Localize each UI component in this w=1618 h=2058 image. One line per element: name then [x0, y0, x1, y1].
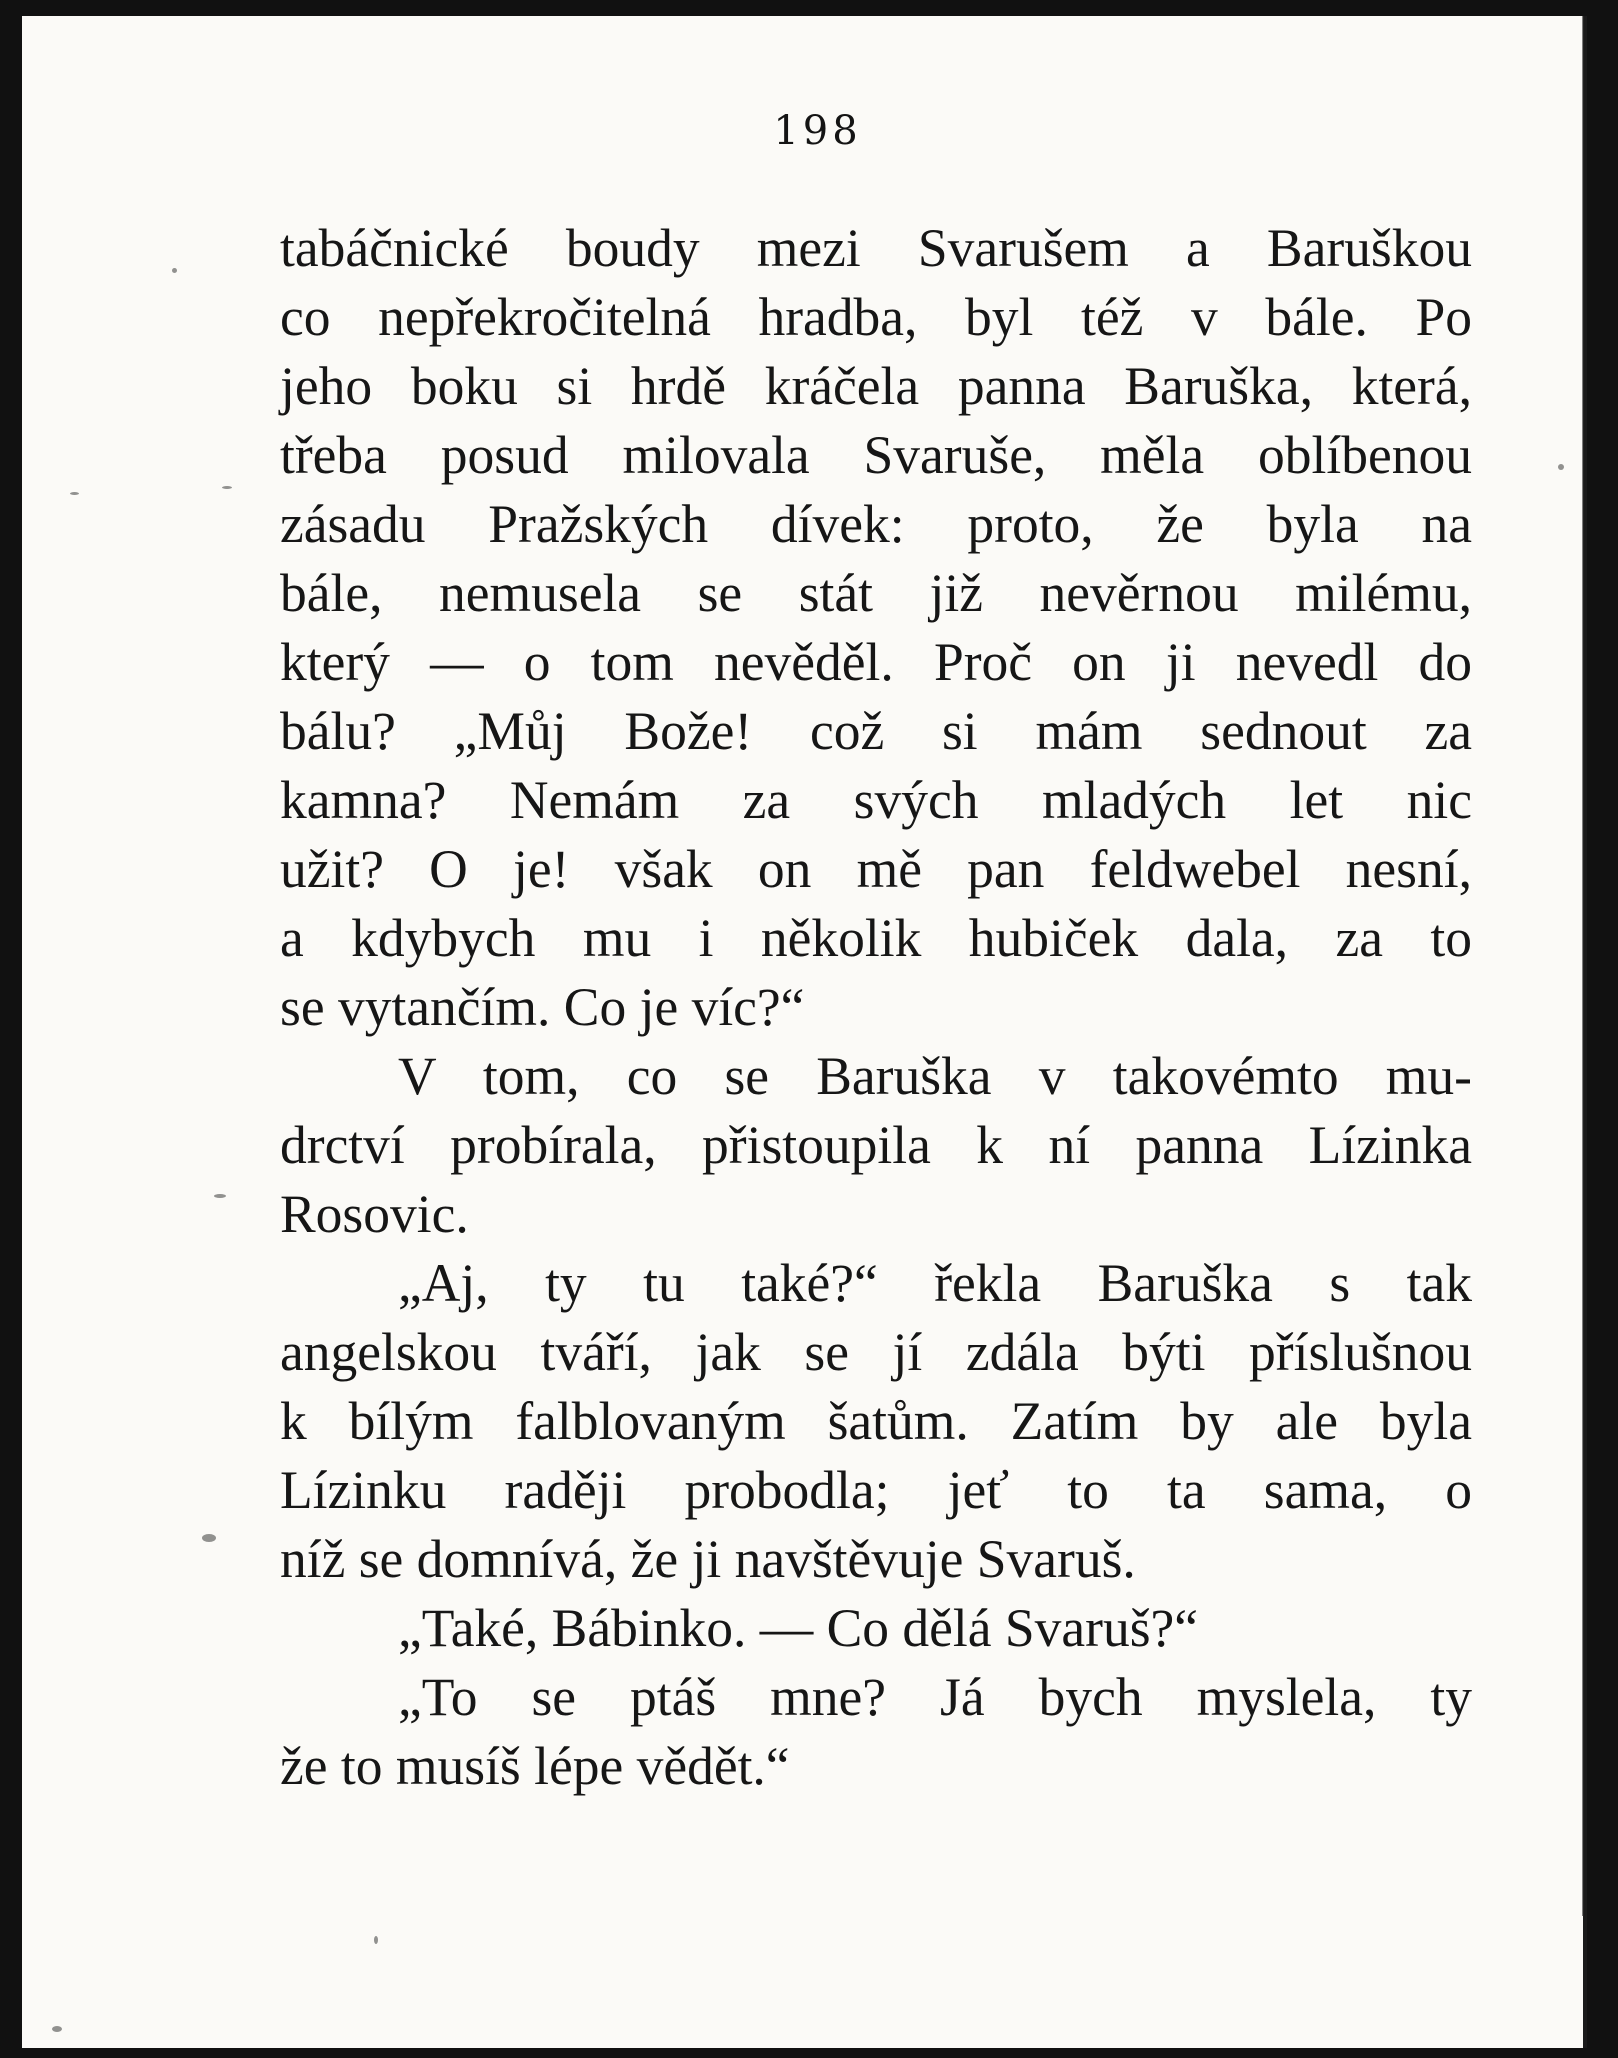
- text-line: a kdybych mu i několik hubiček dala, za to: [280, 908, 1472, 968]
- text-line: Lízinku raději probodla; jeť to ta sama, o: [280, 1460, 1472, 1520]
- scan-speck: [52, 2026, 62, 2032]
- scan-speck: [70, 492, 79, 495]
- text-line: angelskou tváří, jak se jí zdála býti příslušnou: [280, 1322, 1472, 1382]
- text-line: V tom, co se Baruška v takovémto mu-: [398, 1046, 1472, 1106]
- scan-speck: [1558, 464, 1564, 470]
- page-edge-shadow: [1582, 16, 1584, 1916]
- text-line: Rosovic.: [280, 1184, 469, 1244]
- text-line: bálu? „Můj Bože! což si mám sednout za: [280, 701, 1472, 761]
- scan-speck: [214, 1194, 226, 1198]
- text-line: kamna? Nemám za svých mladých let nic: [280, 770, 1472, 830]
- scan-speck: [222, 486, 232, 489]
- text-line: „Aj, ty tu také?“ řekla Baruška s tak: [398, 1253, 1472, 1313]
- text-line: drctví probírala, přistoupila k ní panna Lízinka: [280, 1115, 1472, 1175]
- text-line: co nepřekročitelná hradba, byl též v bále. Po: [280, 287, 1472, 347]
- book-page: [22, 16, 1587, 2048]
- text-line: že to musíš lépe vědět.“: [280, 1736, 790, 1796]
- scan-speck: [202, 1534, 216, 1542]
- text-line: „Také, Bábinko. — Co dělá Svaruš?“: [398, 1598, 1199, 1658]
- text-line: „To se ptáš mne? Já bych myslela, ty: [398, 1667, 1472, 1727]
- text-line: jeho boku si hrdě kráčela panna Baruška, která,: [280, 356, 1472, 416]
- text-line: k bílým falblovaným šatům. Zatím by ale byla: [280, 1391, 1472, 1451]
- body-text: [280, 214, 1472, 1801]
- text-line: níž se domnívá, že ji navštěvuje Svaruš.: [280, 1529, 1136, 1589]
- scan-speck: [374, 1936, 378, 1944]
- text-line: který — o tom nevěděl. Proč on ji nevedl do: [280, 632, 1472, 692]
- text-line: tabáčnické boudy mezi Svarušem a Baruškou: [280, 218, 1472, 278]
- text-line: se vytančím. Co je víc?“: [280, 977, 805, 1037]
- scan-speck: [172, 268, 177, 273]
- text-line: zásadu Pražských dívek: proto, že byla na: [280, 494, 1472, 554]
- text-line: bále, nemusela se stát již nevěrnou milému,: [280, 563, 1472, 623]
- page-number: 198: [773, 108, 862, 154]
- text-line: třeba posud milovala Svaruše, měla oblíbenou: [280, 425, 1472, 485]
- text-line: užit? O je! však on mě pan feldwebel nesní,: [280, 839, 1472, 899]
